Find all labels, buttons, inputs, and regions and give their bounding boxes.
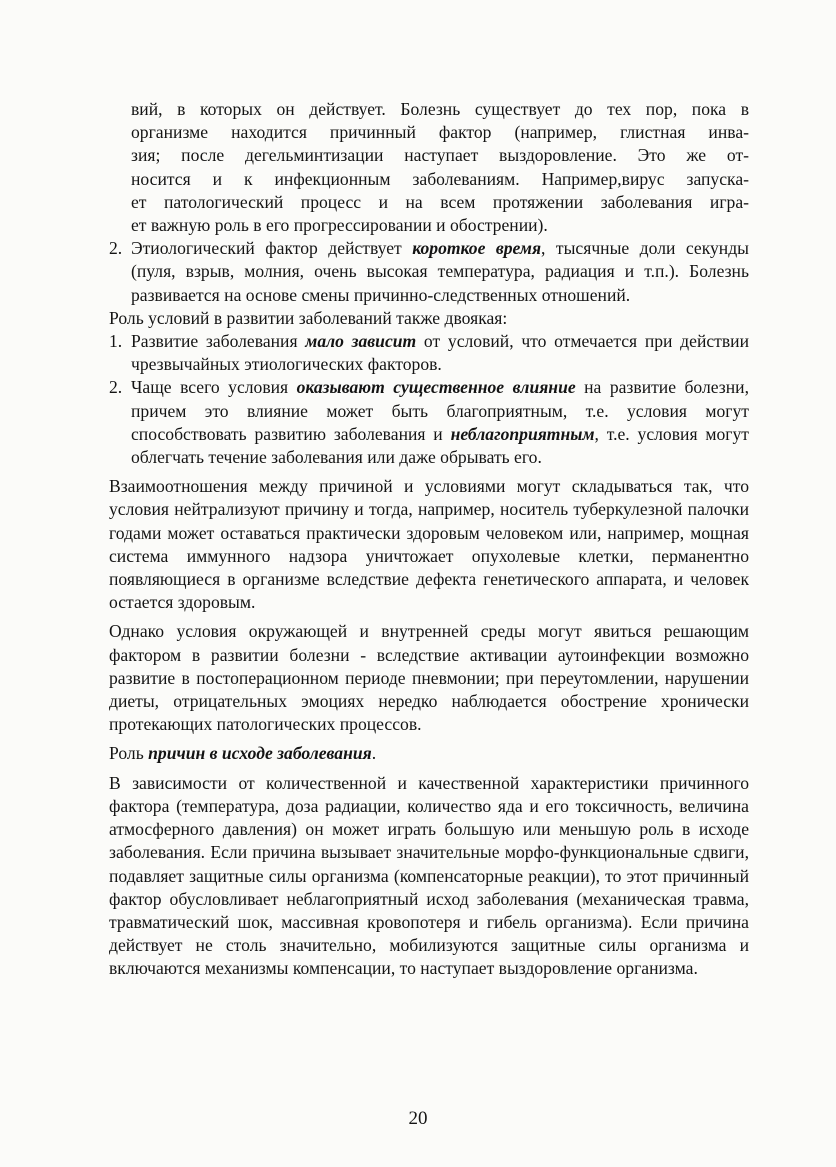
section-heading: Роль причин в исходе заболевания. [109, 743, 377, 764]
text-line: носится и к инфекционным заболеваниям. Например,вирус запуска- [131, 168, 749, 189]
list-text: Чаще всего условия оказывают существенное влияние на развитие болезни, причем это влияние может быть благоприятным, т.е. условия могут способствовать развитию заболевания и неблагоприятным, т.е. условия могут облегчать течение заболевания или даже обрывать его. [131, 377, 749, 468]
list-number: 2. [109, 238, 123, 259]
emphasis: неблагоприятным [450, 423, 595, 444]
heading-emphasis: причин в исходе заболевания [148, 743, 372, 764]
text-line: зия; после дегельминтизации наступает выздоровление. Это же от- [131, 145, 749, 166]
emphasis: оказывают существенное влияние [296, 377, 576, 398]
conditions-item-2 [109, 376, 749, 469]
emphasis: мало зависит [305, 331, 417, 352]
paragraph-however: Однако условия окружающей и внутренней среды могут явиться решающим фактором в развитии болезни - вследствие активации аутоинфекции возможно развитие в постоперационном периоде пневмонии; при переутомлении, нарушении диеты, отрицательных эмоциях нередко наблюдается обострение хронически протекающих патологических процессов. [109, 621, 749, 735]
page-number: 20 [408, 1108, 428, 1129]
text-line: вий, в которых он действует. Болезнь существует до тех пор, пока в [131, 99, 749, 119]
text-line: ет патологический процесс и на всем протяжении заболевания игра- [131, 191, 749, 212]
paragraph-relation: Взаимоотношения между причиной и условиями могут складываться так, что условия нейтрализуют причину и тогда, например, носитель туберкулезной палочки годами может оставаться практически здоровым человеком или, например, мощная система иммунного надзора уничтожает опухолевые клетки, перманентно появляющиеся в организме вследствие дефекта генетического аппарата, и человек остается здоровым. [109, 476, 749, 613]
text-line: ет важную роль в его прогрессировании и обострении). [131, 215, 548, 236]
list-text: Развитие заболевания мало зависит от условий, что отмечается при действии чрезвычайных этиологических факторов. [131, 331, 749, 375]
emphasis: короткое время [412, 238, 542, 259]
list-number: 1. [109, 331, 123, 352]
list-text: Этиологический фактор действует короткое время, тысячные доли секунды (пуля, взрыв, молния, очень высокая температура, радиация и т.п.). Болезнь развивается на основе смены причинно-следственных отношений. [131, 238, 749, 305]
text-line: организме находится причинный фактор (например, глистная инва- [131, 122, 749, 143]
list-number: 2. [109, 377, 123, 398]
paragraph-outcome: В зависимости от количественной и качественной характеристики причинного фактора (температура, доза радиации, количество яда и его токсичность, величина атмосферного давления) он может играть большую или меньшую роль в исходе заболевания. Если причина вызывает значительные морфо-функциональные сдвиги, подавляет защитные силы организма (компенсаторные реакции), то этот причинный фактор обусловливает неблагоприятный исход заболевания (механическая травма, травматический шок, массивная кровопотеря и гибель организма). Если причина действует не столь значительно, мобилизуются защитные силы организма и включаются механизмы компенсации, то наступает выздоровление организма. [109, 772, 749, 979]
intro-continuation [109, 98, 749, 237]
page-body [109, 98, 749, 981]
list-item-2 [109, 237, 749, 307]
conditions-intro: Роль условий в развитии заболеваний также двоякая: [109, 307, 508, 328]
conditions-item-1 [109, 330, 749, 376]
